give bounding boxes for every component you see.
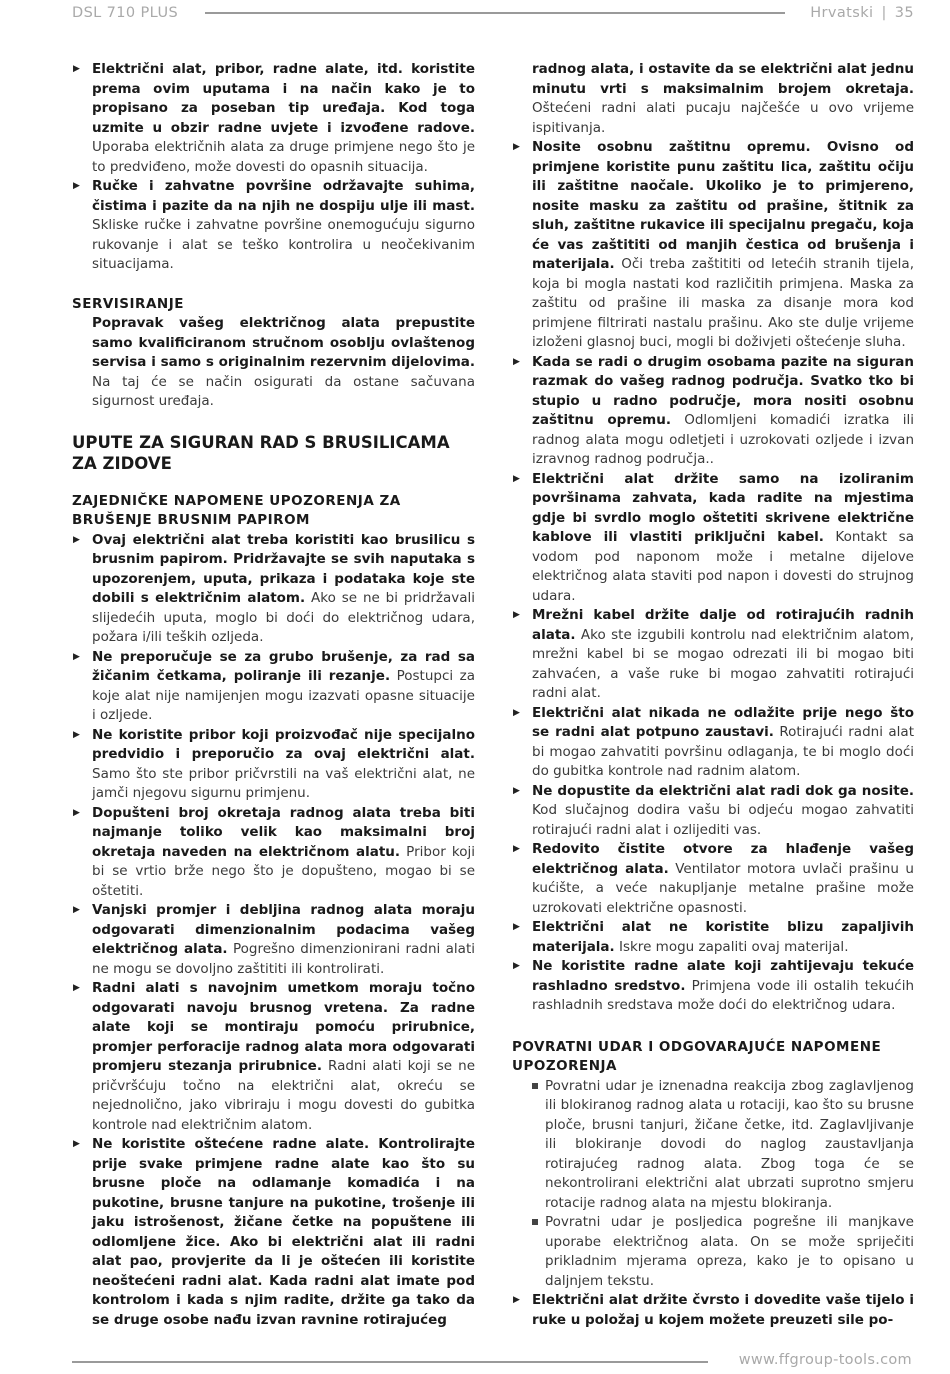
list-item: ▶ Ne koristite pribor koji proizvođač nije specijalno predvidio i preporučio za ovaj električni alat. Samo što ste pribor pričvrstili na vaš električni alat, ne jamči njegovu sigurnu primjenu. [72, 726, 475, 804]
header-rule [205, 12, 785, 14]
footer-rule [72, 1361, 708, 1363]
list-item: ▶ Vanjski promjer i debljina radnog alata moraju odgovarati dimenzionalnim podacima vašeg električnog alata. Pogrešno dimenzionirani radni alati ne mogu se dovoljno zaštititi ili kontrolirati. [72, 901, 475, 979]
list-item: ▶ Ne koristite radne alate koji zahtijevaju tekuće rashladno sredstvo. Primjena vode ili ostalih tekućih rashladnih sredstava može doći do električnog udara. [512, 957, 914, 1016]
list-item: ▶ Ne preporučuje se za grubo brušenje, za rad sa žičanim četkama, poliranje ili rezanje. Postupci za koje alat nije namijenjen mogu izazvati opasne situacije i ozljede. [72, 648, 475, 726]
list-item: ▶ Električni alat držite čvrsto i dovedite vaše tijelo i ruke u položaj u kojem možete preuzeti sile po- [512, 1291, 914, 1330]
header-separator: | [881, 5, 887, 21]
list-item: ▶ Ne koristite oštećene radne alate. Kontrolirajte prije svake primjene radne alate kao što su brusne ploče na odlamanje komadića i na pukotine, brusne tanjure na pukotine, trošenje ili jaku istrošenost, žičane četke na popuštene ili odlomljene žice. Ako bi električni alat ili radni alat pao, provjerite da li je oštećen ili koristite neoštećeni radni alat. Kada radni alat imate pod kontrolom i kada s njim radite, držite ga tako da se druge osobe nađu izvan ravnine rotirajućeg [72, 1135, 475, 1330]
list-item: ▶ Radni alati s navojnim umetkom moraju točno odgovarati navoju brusnog vretena. Za radne alate koji se montiraju pomoću prirubnice, promjer perforacije radnog alata mora odgovarati promjeru stezanja prirubnice. Radni alati koji se ne pričvršćuju točno na električni alat, okreću se nejednolično, jako vibriraju i mogu dovesti do gubitka kontrole nad električnim alatom. [72, 979, 475, 1135]
list-item: ▶ Električni alat ne koristite blizu zapaljivih materijala. Iskre mogu zapaliti ovaj materijal. [512, 918, 914, 957]
list-item: ▶ Kada se radi o drugim osobama pazite na siguran razmak do vašeg radnog područja. Svatko tko bi stupio u radno područje, mora nositi osobnu zaštitnu opremu. Odlomljeni komadići izratka ili radnog alata mogu odletjeti i uzrokovati ozljede i izvan izravnog radnog područja.. [512, 353, 914, 470]
sub-heading-sanding: ZAJEDNIČKE NAPOMENE UPOZORENJA ZA BRUŠENJE BRUSNIM PAPIROM [72, 492, 401, 528]
list-item: ▶ Električni alat, pribor, radne alate, itd. koristite prema ovim uputama i na način kako je to propisano za poseban tip uređaja. Kod toga uzmite u obzir radne uvjete i izvođene radove. Uporaba električnih alata za druge primjene nego što je to predviđeno, može dovesti do opasnih situacija. [72, 60, 475, 177]
list-item: ▶ Ručke i zahvatne površine održavajte suhima, čistima i pazite da na njih ne dospiju ulje ili mast. Skliske ručke i zahvatne površine onemogućuju sigurno rukovanje i alat se teško kontrolira u neočekivanim situacijama. [72, 177, 475, 275]
section-heading-kickback: POVRATNI UDAR I ODGOVARAJUĆE NAPOMENE UPOZORENJA [512, 1038, 882, 1074]
header-right [810, 5, 914, 21]
servis-paragraph: Popravak vašeg električnog alata prepustite samo kvalificiranom stručnom osoblju ovlaštenog servisa i samo s originalnim rezervnim dijelovima. Na taj će se način osigurati da ostane sačuvana sigurnost uređaja. [92, 315, 475, 409]
list-item: ▶ Električni alat nikada ne odlažite prije nego što se radni alat potpuno zaustavi. Rotirajući radni alat bi mogao zahvatiti površinu odlaganja, te bi moglo doći do gubitka kontrole nad radnim alatom. [512, 704, 914, 782]
header-language: Hrvatski [810, 5, 874, 21]
list-item: ▶ Nosite osobnu zaštitnu opremu. Ovisno od primjene koristite punu zaštitu lica, zaštitu očiju ili zaštitne naočale. Ukoliko je to primjereno, nosite masku za zaštitu od prašine, štitnik za sluh, zaštitne rukavice ili specijalnu pregaču, koja će vas zaštititi od manjih čestica od brušenja i materijala. Oči treba zaštititi od letećih stranih tijela, koja bi mogla nastati kod različitih primjena. Maska za zaštitu od prašine ili maska za disanje mora kod primjene filtrirati nastalu prašinu. Ako ste dulje vrijeme izloženi glasnoj buci, mogli bi doživjeti oštećenje sluha. [512, 138, 914, 353]
square-bullet-item: Povratni udar je iznenadna reakcija zbog zaglavljenog ili blokiranog radnog alata u rotaciji, kao što su brusne ploče, brusni tanjuri, žičane četke, itd. Zaglavljivanje ili blokiranje dovodi do naglog zaustavljanja rotirajućeg radnog alata. Zbog toga će se nekontrolirani električni alat ubrzati suprotno smjeru rotacije radnog alata na mjestu blokiranja. [512, 1077, 914, 1214]
section-heading-servisiranje: SERVISIRANJE [72, 295, 184, 312]
list-item: ▶ Ovaj električni alat treba koristiti kao brusilicu s brusnim papirom. Pridržavajte se svih naputaka s upozorenjem, uputa, prikaza i podataka koje ste dobili s električnim alatom. Ako se ne bi pridržavali slijedećih uputa, moglo bi doći do električnog udara, požara i/ili teških ozljeda. [72, 531, 475, 648]
square-bullet-item: Povratni udar je posljedica pogrešne ili manjkave uporabe električnog alata. On se može spriječiti prikladnim mjerama opreza, kako je to opisano u daljnjem tekstu. [512, 1213, 914, 1291]
main-heading: UPUTE ZA SIGURAN RAD S BRUSILICAMA ZA ZIDOVE [72, 432, 450, 473]
list-item-continued: radnog alata, i ostavite da se električni alat jednu minutu vrti s maksimalnim brojem okretaja. Oštećeni radni alati pucaju najčešće u ovo vrijeme ispitivanja. [532, 61, 914, 136]
list-item: ▶ Dopušteni broj okretaja radnog alata treba biti najmanje toliko velik kao maksimalni broj okretaja naveden na električnom alatu. Pribor koji bi se vrtio brže nego što je dopušteno, mogao bi se oštetiti. [72, 804, 475, 902]
left-column [72, 60, 475, 1330]
list-item: ▶ Električni alat držite samo na izoliranim površinama zahvata, kada radite na mjestima gdje bi svrdlo moglo oštetiti skrivene električne kablove ili vlastiti priključni kabel. Kontakt sa vodom pod naponom može i metalne dijelove električnog alata staviti pod napon i dovesti do strujnog udara. [512, 470, 914, 607]
right-column [512, 60, 914, 1330]
header-product-name: DSL 710 PLUS [72, 5, 179, 21]
footer-url: www.ffgroup-tools.com [738, 1352, 912, 1368]
list-item: ▶ Ne dopustite da električni alat radi dok ga nosite. Kod slučajnog dodira vašu bi odjeću mogao zahvatiti rotirajući radni alat i ozlijediti vas. [512, 782, 914, 841]
page-number: 35 [894, 5, 914, 21]
list-item: ▶ Mrežni kabel držite dalje od rotirajućih radnih alata. Ako ste izgubili kontrolu nad električnim alatom, mrežni kabel bi se mogao odrezati ili bi mogao biti zahvaćen, a vaše ruke bi mogao zahvatiti rotirajući radni alat. [512, 606, 914, 704]
list-item: ▶ Redovito čistite otvore za hlađenje vašeg električnog alata. Ventilator motora uvlači prašinu u kućište, a veće nakupljanje metalne prašine može uzrokovati električne opasnosti. [512, 840, 914, 918]
